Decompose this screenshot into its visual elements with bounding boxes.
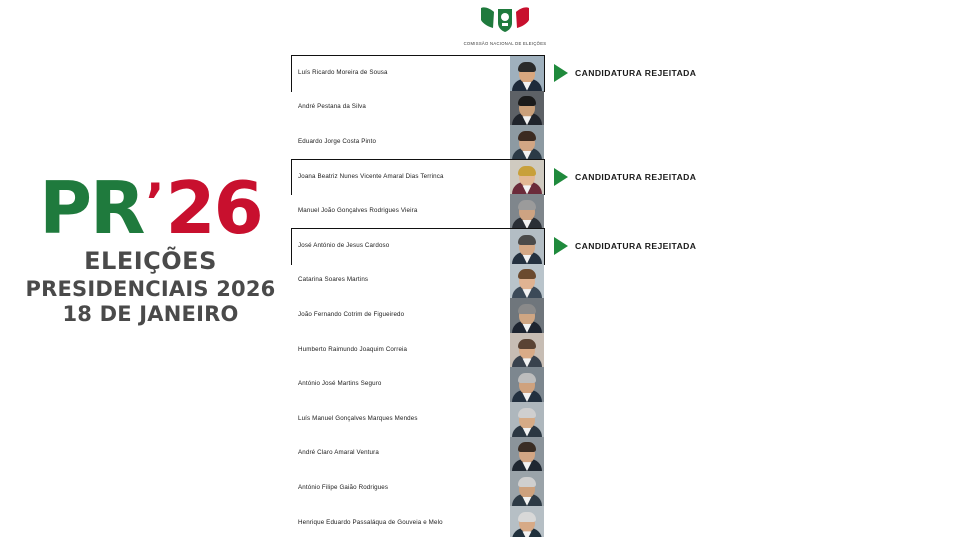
candidate-name-box (292, 56, 510, 91)
candidate-row (292, 298, 544, 333)
candidate-photo (510, 506, 544, 537)
candidate-name: Henrique Eduardo Passaláqua de Gouveia e Melo (298, 518, 443, 526)
cne-shield-icon (476, 6, 534, 40)
candidate-name-box (292, 471, 510, 506)
candidate-name: Joana Beatriz Nunes Vicente Amaral Dias Terrinca (298, 172, 444, 180)
candidate-name: André Pestana da Silva (298, 103, 366, 111)
candidate-photo (510, 264, 544, 299)
candidate-name: Humberto Raimundo Joaquim Correia (298, 345, 408, 353)
candidate-photo (510, 402, 544, 437)
cne-logo (440, 6, 570, 46)
candidate-name-box (292, 160, 510, 195)
candidate-name-box (292, 506, 510, 537)
candidate-photo (510, 229, 544, 264)
candidate-row (292, 437, 544, 472)
candidate-row (292, 264, 544, 299)
candidate-name-box (292, 91, 510, 126)
candidate-name: Luís Manuel Gonçalves Marques Mendes (298, 414, 418, 422)
candidate-name-box (292, 264, 510, 299)
brand-year-text: 26 (165, 166, 262, 250)
candidate-photo (510, 160, 544, 195)
candidate-photo (510, 471, 544, 506)
arrow-right-icon (554, 237, 568, 255)
rejection-label: CANDIDATURA REJEITADA (575, 241, 697, 252)
rejection-marker (554, 168, 696, 186)
candidate-list (292, 56, 712, 537)
rejection-label: CANDIDATURA REJEITADA (575, 172, 697, 183)
candidate-photo (510, 91, 544, 126)
candidate-row (292, 194, 544, 229)
cne-logo-caption: COMISSÃO NACIONAL DE ELEIÇÕES (463, 41, 547, 46)
candidate-name-box (292, 229, 510, 264)
candidate-row (292, 506, 544, 537)
candidate-name: João Fernando Cotrim de Figueiredo (298, 311, 405, 319)
candidate-name-box (292, 298, 510, 333)
candidate-name: Manuel João Gonçalves Rodrigues Vieira (298, 207, 418, 215)
candidate-row (292, 471, 544, 506)
candidate-name-box (292, 367, 510, 402)
brand-apostrophe: ’ (145, 173, 165, 231)
brand-wordmark (18, 166, 283, 250)
candidate-photo (510, 437, 544, 472)
candidate-photo (510, 333, 544, 368)
candidate-name: António José Martins Seguro (298, 380, 382, 388)
candidate-row (292, 56, 697, 91)
campaign-brand (18, 166, 283, 327)
candidate-name: José António de Jesus Cardoso (298, 241, 390, 249)
candidate-name-box (292, 194, 510, 229)
candidate-row (292, 333, 544, 368)
candidate-name: Luís Ricardo Moreira de Sousa (298, 68, 388, 76)
rejection-label: CANDIDATURA REJEITADA (575, 68, 697, 79)
candidate-row (292, 160, 697, 195)
candidate-row (292, 125, 544, 160)
rejection-marker (554, 237, 696, 255)
arrow-right-icon (554, 168, 568, 186)
candidate-name: Catarina Soares Martins (298, 276, 369, 284)
brand-subtitle-presidenciais: PRESIDENCIAIS 2026 (25, 277, 276, 302)
candidate-name-box (292, 402, 510, 437)
candidate-row (292, 367, 544, 402)
candidate-row (292, 229, 697, 264)
candidate-row (292, 402, 544, 437)
candidate-photo (510, 298, 544, 333)
rejection-marker (554, 64, 696, 82)
brand-pr-text: PR (39, 166, 144, 250)
brand-subtitle-date: 18 DE JANEIRO (62, 302, 239, 327)
candidate-row (292, 91, 544, 126)
brand-subtitle-eleicoes: ELEIÇÕES (84, 247, 217, 276)
candidate-name-box (292, 437, 510, 472)
candidate-photo (510, 367, 544, 402)
candidate-photo (510, 125, 544, 160)
arrow-right-icon (554, 64, 568, 82)
candidate-name: Eduardo Jorge Costa Pinto (298, 138, 377, 146)
candidate-name: André Claro Amaral Ventura (298, 449, 379, 457)
candidate-name-box (292, 333, 510, 368)
candidate-photo (510, 56, 544, 91)
candidate-name: António Filipe Gaião Rodrigues (298, 484, 389, 492)
candidate-photo (510, 194, 544, 229)
candidate-name-box (292, 125, 510, 160)
